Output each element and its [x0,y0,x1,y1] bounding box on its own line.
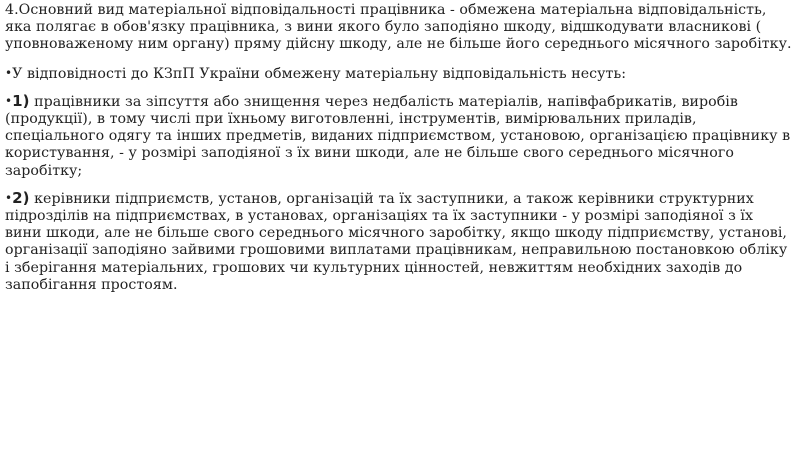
item-number: 2) [12,188,30,207]
paragraph-text: У відповідності до КЗпП України обмежену матеріальну відповідальність несуть: [12,65,627,82]
paragraph-limited-liability-intro [5,65,794,83]
paragraph-text: працівники за зіпсуття або знищення через недбалість матеріалів, напівфабрикатів, виробів (продукції), в тому числі при їхньому виготовленні, інструментів, вимірювальних приладів, спеціального одягу та інших предметів, виданих підприємством, установою, організацією працівнику в користування, - у розмірі заподіяної з їх вини шкоди, але не більше свого середнього місячного заробітку; [5,93,791,179]
paragraph-item-1 [5,93,794,180]
paragraph-main-definition: 4.Основний вид матеріальної відповідальності працівника - обмежена матеріальна відповідальність, яка полягає в обов'язку працівника, з вини якого було заподіяно шкоду, відшкодувати власникові ( уповноваженому ним органу) пряму дійсну шкоду, але не більше його середнього місячного заробітку. [5,2,792,53]
bullet-icon: • [5,190,13,205]
paragraph-text: керівники підприємств, установ, організацій та їх заступники, а також керівники структурних підрозділів на підприємствах, в установах, організаціях та їх заступники - у розмірі заподіяної з їх вини шкоди, але не більше свого середнього місячного заробітку, якщо шкоду підприємству, установі, організації заподіяно зайвими грошовими виплатами працівникам, неправильною постановкою обліку і зберігання матеріальних, грошових чи культурних цінностей, невжиттям необхідних заходів до запобігання простоям. [5,190,788,293]
paragraph-item-2 [5,190,794,294]
item-number: 1) [12,91,30,110]
bullet-icon: • [5,93,13,108]
bullet-icon: • [5,65,13,80]
